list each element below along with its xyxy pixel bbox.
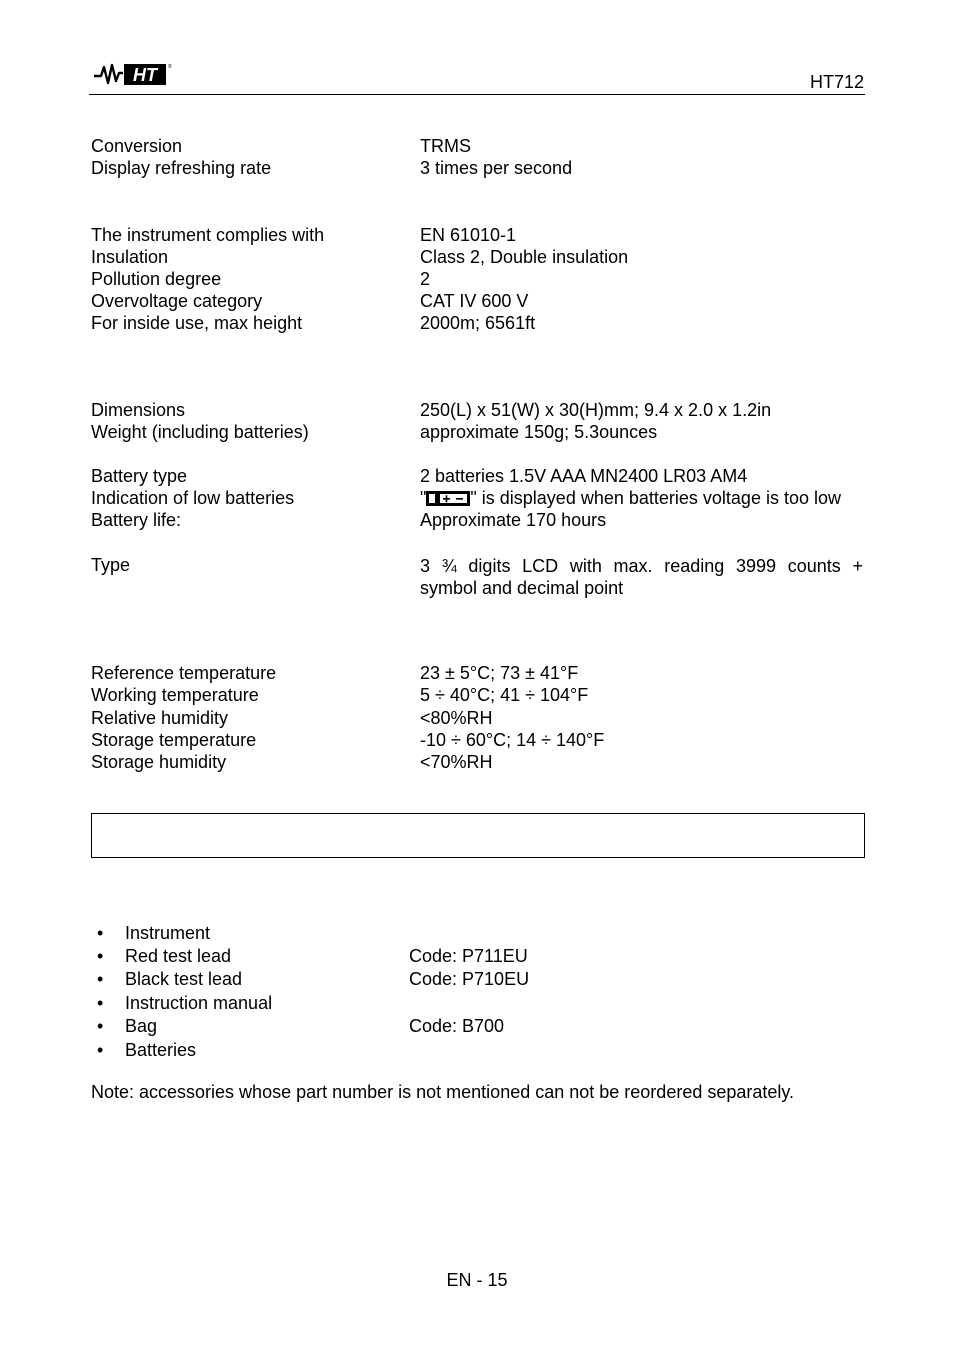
accessory-name: Black test lead [125, 969, 243, 989]
spec-value [420, 555, 863, 599]
accessory-code: Code: B700 [409, 1016, 505, 1036]
spec-value: -10 ÷ 60°C; 14 ÷ 140°F [420, 730, 605, 750]
page-number: EN - 15 [446, 1270, 508, 1290]
spec-value: 5 ÷ 40°C; 41 ÷ 104°F [420, 685, 589, 705]
quote-mark: " [420, 488, 427, 508]
spec-value: Class 2, Double insulation [420, 247, 629, 267]
bullet: • [97, 923, 104, 943]
note-text: Note: accessories whose part number is not mentioned can not be reordered separately. [91, 1082, 795, 1102]
accessory-name: Instruction manual [125, 993, 273, 1013]
display-line-2: symbol and decimal point [420, 578, 624, 598]
spec-label: Storage temperature [91, 730, 257, 750]
bullet: • [97, 1016, 104, 1036]
battery-icon [426, 491, 470, 506]
section-box [91, 813, 865, 858]
spec-label: Pollution degree [91, 269, 222, 289]
spec-value: 2 [420, 269, 431, 289]
accessory-code: Code: P711EU [409, 946, 528, 966]
accessory-code: Code: P710EU [409, 969, 530, 989]
spec-value: 23 ± 5°C; 73 ± 41°F [420, 663, 579, 683]
spec-label: Type [91, 555, 131, 575]
spec-label: Reference temperature [91, 663, 277, 683]
spec-label: Relative humidity [91, 708, 229, 728]
spec-label: Insulation [91, 247, 169, 267]
spec-label: Battery life: [91, 510, 182, 530]
accessory-name: Batteries [125, 1040, 197, 1060]
spec-value: EN 61010-1 [420, 225, 517, 245]
spec-label: Overvoltage category [91, 291, 263, 311]
bullet: • [97, 1040, 104, 1060]
svg-text:HT: HT [133, 65, 157, 85]
model-number: HT712 [809, 72, 864, 92]
svg-text:®: ® [168, 64, 172, 70]
bullet: • [97, 993, 104, 1013]
spec-label: Battery type [91, 466, 188, 486]
spec-value: 3 times per second [420, 158, 573, 178]
spec-value: 2 batteries 1.5V AAA MN2400 LR03 AM4 [420, 466, 748, 486]
spec-label: Working temperature [91, 685, 259, 705]
spec-label: Conversion [91, 136, 183, 156]
low-batt-text: " is displayed when batteries voltage is too low [470, 488, 841, 508]
spec-value: CAT IV 600 V [420, 291, 529, 311]
spec-value: 2000m; 6561ft [420, 313, 536, 333]
spec-value: 250(L) x 51(W) x 30(H)mm; 9.4 x 2.0 x 1.2in [420, 400, 772, 420]
bullet: • [97, 969, 104, 989]
spec-value: approximate 150g; 5.3ounces [420, 422, 658, 442]
spec-label: Display refreshing rate [91, 158, 272, 178]
bullet: • [97, 946, 104, 966]
spec-value: TRMS [420, 136, 471, 156]
accessory-name: Red test lead [125, 946, 232, 966]
display-line-1: 3 ¾ digits LCD with max. reading 3999 counts + [420, 556, 863, 576]
spec-label: Indication of low batteries [91, 488, 295, 508]
spec-value: <80%RH [420, 708, 493, 728]
spec-value: <70%RH [420, 752, 493, 772]
header-divider [89, 94, 865, 95]
spec-label: Storage humidity [91, 752, 227, 772]
ht-logo [93, 61, 171, 87]
spec-label: For inside use, max height [91, 313, 303, 333]
accessory-name: Bag [125, 1016, 158, 1036]
spec-label: The instrument complies with [91, 225, 325, 245]
spec-label: Weight (including batteries) [91, 422, 309, 442]
accessory-name: Instrument [125, 923, 211, 943]
spec-value [420, 487, 841, 509]
spec-label: Dimensions [91, 400, 186, 420]
spec-value: Approximate 170 hours [420, 510, 607, 530]
